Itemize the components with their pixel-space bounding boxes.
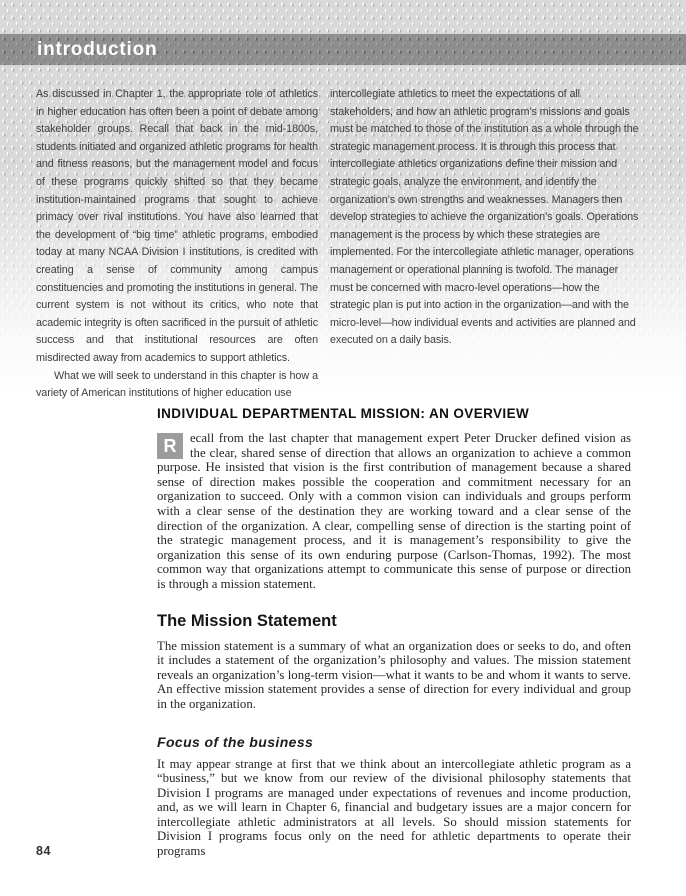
intro-right-column xyxy=(330,86,640,403)
focus-of-business-heading: Focus of the business xyxy=(157,733,314,750)
intro-paragraph: What we will seek to understand in this chapter is how a variety of American institutions of higher education use xyxy=(36,369,318,400)
intro-two-column-section xyxy=(36,86,640,403)
mission-statement-heading: The Mission Statement xyxy=(157,611,337,630)
dropcap-box xyxy=(157,433,183,459)
intro-left-column xyxy=(36,86,318,403)
overview-text: ecall from the last chapter that management expert Peter Drucker defined vision as the clear, shared sense of direction that allows an organization to achieve a common purpose. He insisted that vision is the first contribution of management because a shared sense of direction makes possible the cooperation and commitment necessary for an organization to succeed. Only with a common vision can individuals and groups perform with a clear sense of the destination they are working toward and a clear sense of the direction of the organization. A clear, compelling sense of direction is the starting point of the strategic management process, and it is management’s responsibility to give the organization this sense of its own enduring purpose (Carlson-Thomas, 1992). The most common way that organizations attempt to communicate this sense of purpose or direction is through a mission statement. xyxy=(157,431,631,591)
chapter-title: introduction xyxy=(37,39,158,60)
page-number: 84 xyxy=(36,844,51,858)
chapter-header-band xyxy=(0,34,686,65)
main-body-column xyxy=(157,406,631,859)
intro-paragraph: intercollegiate athletics to meet the expectations of all stakeholders, and how an athletic program’s missions and goals must be matched to those of the institution as a whole through the strategic management process. It is through this process that intercollegiate athletics organizations define their mission and strategic goals, analyze the environment, and identify the organization’s own strengths and weaknesses. Managers then develop strategies to achieve the organization’s goals. Operations management is the process by which these strategies are implemented. For the intercollegiate athletic manager, operations management or operational planning is twofold. The manager must be concerned with macro-level operations—how the strategic plan is put into action in the organization—and with the micro-level—how individual events and activities are planned and executed on a daily basis. xyxy=(330,88,639,347)
overview-paragraph xyxy=(157,431,631,592)
focus-of-business-paragraph: It may appear strange at first that we think about an intercollegiate athletic program as a “business,” but we know from our review of the divisional philosophy statements that Division I programs are managed under expectations of revenues and income production, and, as we will learn in Chapter 6, financial and budgetary issues are a major concern for intercollegiate athletic administrators at all levels. So should mission statements for Division I programs focus only on the need for athletic departments to operate their programs xyxy=(157,756,631,859)
mission-statement-paragraph: The mission statement is a summary of what an organization does or seeks to do, and often it includes a statement of the organization’s philosophy and values. The mission statement reveals an organization’s long-term vision—what it wants to be and whom it wants to serve. An effective mission statement provides a sense of direction for every individual and group in the organization. xyxy=(157,638,631,711)
section-heading: INDIVIDUAL DEPARTMENTAL MISSION: AN OVERVIEW xyxy=(157,406,530,421)
dropcap-letter: R xyxy=(163,435,177,456)
intro-paragraph: As discussed in Chapter 1, the appropriate role of athletics in higher education has often been a point of debate among stakeholder groups. Recall that back in the mid-1800s, students initiated and organized athletic programs for health and fitness reasons, but the management model and focus of these programs quickly shifted so that they became institution-maintained programs that sought to achieve primacy over rival institutions. You have also learned that the development of “big time” athletic programs, embodied today at many NCAA Division I institutions, is credited with creating a sense of community among campus constituencies and promoting the institutions in general. The current system is not without its critics, who note that academic integrity is often sacrificed in the pursuit of athletic success and that institutional resources are often misdirected away from academics to support athletics. xyxy=(36,88,318,364)
